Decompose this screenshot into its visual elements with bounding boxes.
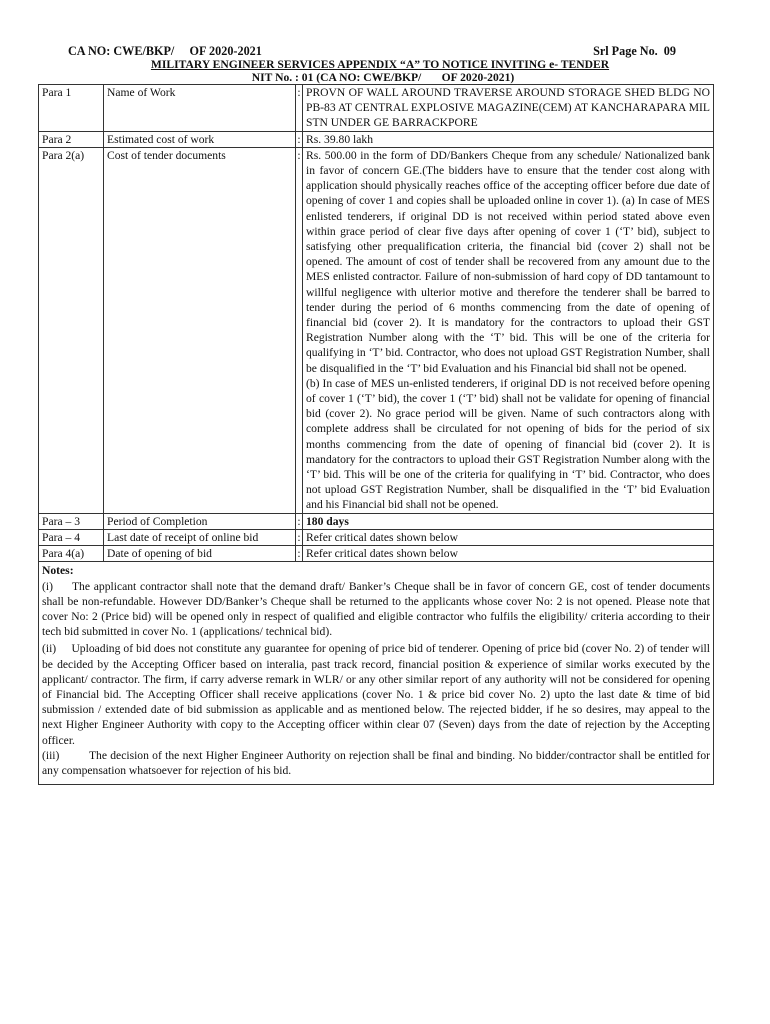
note-2 (42, 641, 710, 747)
table-row (39, 131, 714, 147)
colon: : (297, 547, 301, 561)
field-value: Refer critical dates shown below (303, 546, 714, 562)
field-label: Last date of receipt of online bid (104, 529, 296, 545)
note-number: (iii) (42, 748, 60, 762)
note-1 (42, 579, 710, 640)
para-number: Para – 3 (39, 513, 104, 529)
para-number: Para 4(a) (39, 546, 104, 562)
document-page (38, 44, 714, 785)
table-row (39, 147, 714, 513)
para-number: Para – 4 (39, 529, 104, 545)
para-number: Para 2(a) (39, 147, 104, 513)
table-row (39, 513, 714, 529)
page-header (38, 44, 714, 58)
serial-page-number: Srl Page No. 09 (593, 44, 676, 58)
note-text: The applicant contractor shall note that the demand draft/ Banker’s Cheque shall be in favor of concern GE, cost of tender documents shall be non-refundable. However DD/Banker’s Cheque shall be returned to the applicants whose cover No: 2 is not opened. Please note that cover No: 2 (Price bid) will be opened only in respect of qualified and eligible contractor who fulfils the eligibility/ criteria according to their tech bid submitted in cover No. 1 (applications/ technical bid). (42, 579, 710, 639)
field-label: Estimated cost of work (104, 131, 296, 147)
field-label: Date of opening of bid (104, 546, 296, 562)
field-value: Refer critical dates shown below (303, 529, 714, 545)
field-value (303, 147, 714, 513)
note-text: Uploading of bid does not constitute any guarantee for opening of price bid of tenderer. Opening of price bid (cover No. 2) of tender will be decided by the Accepting Officer based on interalia, past track record, financial position & experience of similar works executed by the applicant/ contractor. The firm, if carry adverse remark in WLR/ or any other similar report of any authority will not be considered for opening of Financial bid. The Accepting Officer shall receive applications (cover No. 1 & price bid cover No. 2) upto the last date & time of bid submission / extended date of bid submission as applicable and as mentioned below. The rejected bidder, if he so desires, may appeal to the next Higher Engineer Authority with copy to the Accepting officer within clear 07 (Seven) days from the date of rejection by the Accepting officer. (42, 642, 710, 747)
para-number: Para 2 (39, 131, 104, 147)
note-number: (ii) (42, 642, 57, 656)
field-label: Cost of tender documents (104, 147, 296, 513)
field-value: PROVN OF WALL AROUND TRAVERSE AROUND STORAGE SHED BLDG NO PB-83 AT CENTRAL EXPLOSIVE MAGAZINE(CEM) AT KANCHARAPARA MIL STN UNDER GE BARRACKPORE (303, 85, 714, 132)
colon: : (297, 514, 301, 528)
field-value: Rs. 39.80 lakh (303, 131, 714, 147)
cost-clause-b: (b) In case of MES un-enlisted tenderers, if original DD is not received before opening of cover 1 (‘T’ bid), the cover 1 (‘T’ bid) shall not be validate for opening of financial bid (cover 2). No grace period will be given. Name of such contractors along with complete address shall be circulated for not opening of bids for the period of six months commencing from the date of opening of financial bid (cover 2). It is mandatory for the contractors to upload their GST Registration Number along with the ‘T’ bid. This will be one of the criteria for qualifying in ‘T’ bid. Contractor, who does not upload GST Registration Number, shall be disqualified in the ‘T’ bid Evaluation and his Financial bid shall not be opened. (306, 376, 710, 512)
note-3 (42, 748, 710, 778)
table-row (39, 546, 714, 562)
notes-heading: Notes: (42, 564, 74, 578)
ca-number: CA NO: CWE/BKP/ OF 2020-2021 (68, 44, 262, 58)
para-number: Para 1 (39, 85, 104, 132)
table-row (39, 85, 714, 132)
nit-number: NIT No. : 01 (CA NO: CWE/BKP/ OF 2020-2021) (251, 71, 515, 84)
note-number: (i) (42, 579, 53, 593)
table-row (39, 529, 714, 545)
document-title: MILITARY ENGINEER SERVICES APPENDIX “A” TO NOTICE INVITING e- TENDER (150, 58, 610, 71)
tender-details-table (38, 84, 714, 562)
colon: : (296, 85, 303, 132)
notes-section (38, 562, 714, 785)
colon: : (296, 147, 303, 513)
field-label: Name of Work (104, 85, 296, 132)
colon: : (297, 530, 301, 544)
field-value: 180 days (303, 513, 714, 529)
note-text: The decision of the next Higher Engineer Authority on rejection shall be final and binding. No bidder/contractor shall be entitled for any compensation whatsoever for rejection of his bid. (42, 748, 710, 777)
field-label: Period of Completion (104, 513, 296, 529)
cost-clause-a: Rs. 500.00 in the form of DD/Bankers Cheque from any schedule/ Nationalized bank in favor of concern GE.(The bidders have to ensure that the tender cost along with application should physically reaches office of the accepting officer before due date of opening of cover 1 and copies shall be uploaded online in cover 1). (a) In case of MES enlisted tenderers, if original DD is not received within period stated above even within grace period of clear five days after opening of cover 1 (‘T’ bid), subject to satisfying other prequalification criteria, the financial bid (cover 2) shall not be opened. The amount of cost of tender shall be recovered from any amount due to the MES enlisted contractor. Failure of non-submission of hard copy of DD tantamount to willful negligence with ulterior motive and therefore the tenderer shall be barred to tender during the period of 6 months commencing from the date of opening of financial bid (cover 2). It is mandatory for the contractors to upload their GST Registration Number along with the ‘T’ bid. This will be one of the criteria for qualifying in ‘T’ bid. Contractor, who does not upload GST Registration Number, shall be disqualified in the ‘T’ bid Evaluation and his Financial bid shall not be opened. (306, 148, 710, 375)
colon: : (297, 132, 301, 146)
